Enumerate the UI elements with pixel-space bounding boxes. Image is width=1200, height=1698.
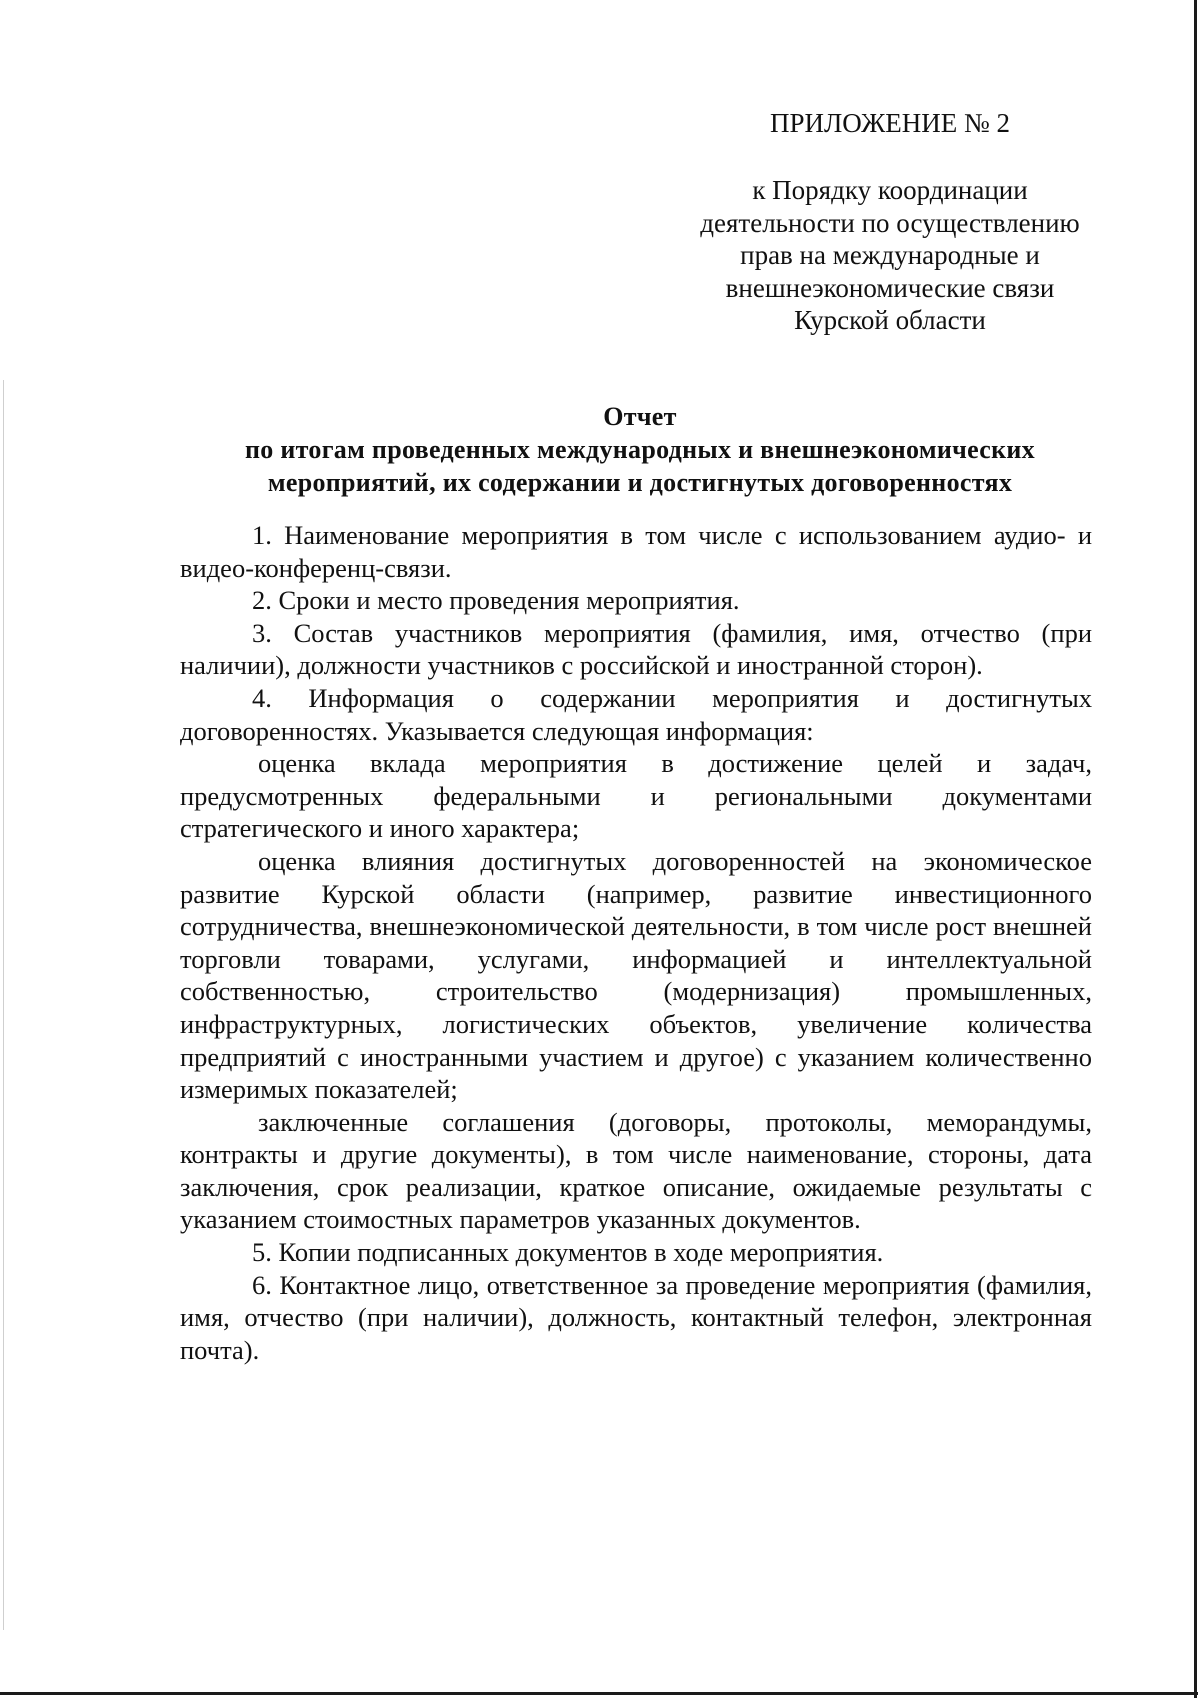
item-3-participants: 3. Состав участников мероприятия (фамилия, имя, отчество (при наличии), должности участников с российской и иностранной сторон). — [180, 617, 1092, 681]
appendix-subtitle — [640, 174, 1140, 337]
item-5-document-copies: 5. Копии подписанных документов в ходе мероприятия. — [252, 1237, 884, 1268]
report-subtitle-line: мероприятий, их содержании и достигнутых договоренностях — [267, 467, 1013, 497]
scan-edge-left — [3, 380, 4, 1630]
appendix-title: ПРИЛОЖЕНИЕ № 2 — [769, 108, 1011, 138]
appendix-subtitle-line: к Порядку координации — [752, 175, 1028, 205]
scan-edge-right — [1194, 0, 1197, 1698]
subitem-economic-impact: оценка влияния достигнутых договоренностей на экономическое развитие Курской области (например, развитие инвестиционного сотрудничества, внешнеэкономической деятельности, в том числе рост внешней торговли товарами, услугами, информацией и интеллектуальной собственностью, строительство (модернизация) промышленных, инфраструктурных, логистических объектов, увеличение количества предприятий с иностранными участием и другое) с указанием количественно измеримых показателей; — [180, 845, 1092, 1105]
item-4-content-info: 4. Информация о содержании мероприятия и достигнутых договоренностях. Указывается следующая информация: — [180, 682, 1092, 746]
report-subtitle — [160, 434, 1120, 499]
report-subtitle-line: по итогам проведенных международных и внешнеэкономических — [245, 435, 1035, 464]
subitem-contribution-assessment: оценка вклада мероприятия в достижение целей и задач, предусмотренных федеральными и региональными документами стратегического и иного характера; — [180, 748, 1092, 844]
report-body — [180, 519, 1092, 1366]
item-6-contact-person: 6. Контактное лицо, ответственное за проведение мероприятия (фамилия, имя, отчество (при наличии), должность, контактный телефон, электронная почта). — [180, 1269, 1092, 1365]
report-title: Отчет — [603, 402, 677, 431]
appendix-subtitle-line: деятельности по осуществлению — [700, 207, 1080, 238]
scan-edge-bottom — [0, 1692, 1198, 1695]
appendix-subtitle-line: Курской области — [794, 305, 986, 335]
appendix-subtitle-line: прав на международные и — [740, 240, 1040, 270]
subitem-agreements: заключенные соглашения (договоры, протоколы, меморандумы, контракты и другие документы), в том числе наименование, стороны, дата заключения, срок реализации, краткое описание, ожидаемые результаты с указанием стоимостных параметров указанных документов. — [180, 1106, 1092, 1235]
item-1-event-name: 1. Наименование мероприятия в том числе с использованием аудио- и видео-конференц-связи. — [180, 520, 1092, 583]
appendix-subtitle-line: внешнеэкономические связи — [725, 272, 1055, 303]
item-2-dates-place: 2. Сроки и место проведения мероприятия. — [252, 585, 740, 616]
